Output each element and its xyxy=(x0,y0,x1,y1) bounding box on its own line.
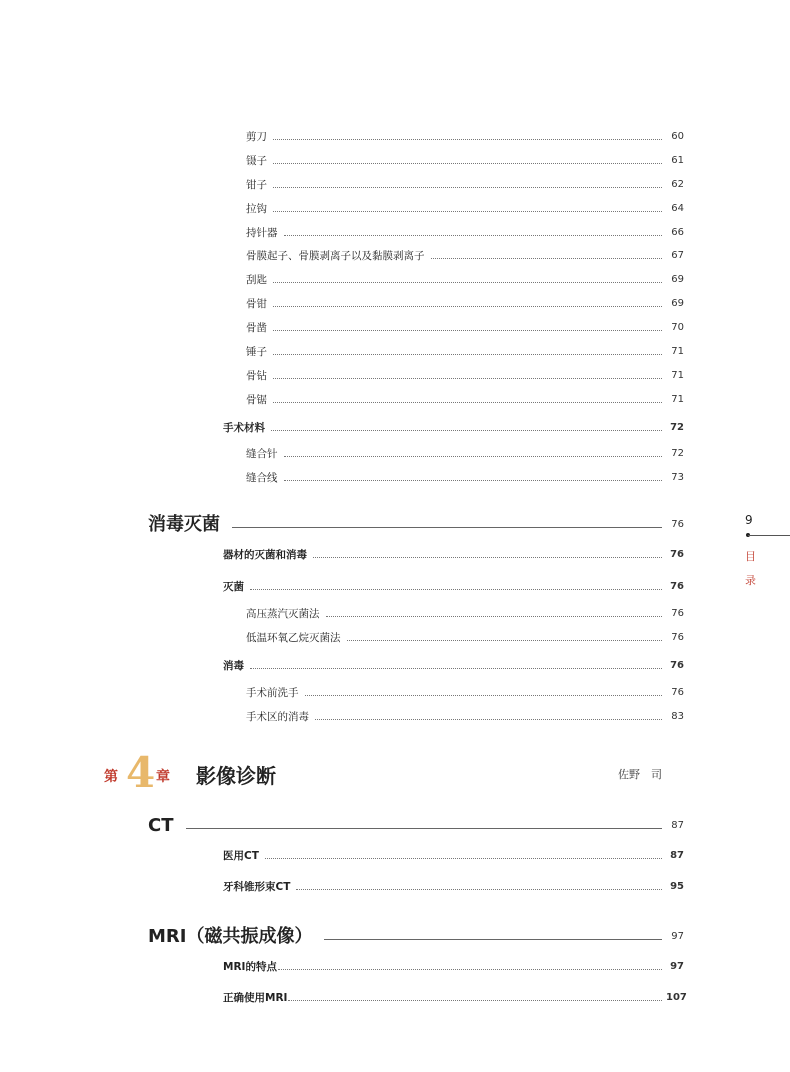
toc-entry[interactable] xyxy=(246,272,684,288)
toc-entry[interactable] xyxy=(246,296,684,312)
toc-section-page: 97 xyxy=(670,961,684,972)
toc-heading-page: 76 xyxy=(671,519,684,530)
toc-entry-label: 骨膜起子、骨膜剥离子以及黏膜剥离子 xyxy=(246,250,425,262)
toc-entry[interactable] xyxy=(246,344,684,360)
toc-entry[interactable] xyxy=(246,225,684,241)
toc-entry-page: 76 xyxy=(671,608,684,619)
side-marker-line xyxy=(748,535,790,536)
toc-entry-page: 66 xyxy=(671,227,684,238)
toc-section-label: 灭菌 xyxy=(223,581,244,593)
toc-entry-label: 钳子 xyxy=(246,179,267,191)
toc-section-label: 手术材料 xyxy=(223,422,265,434)
toc-entry-page: 70 xyxy=(671,322,684,333)
toc-heading-label: MRI（磁共振成像） xyxy=(148,926,313,947)
toc-entry[interactable] xyxy=(246,446,684,462)
toc-entry-page: 64 xyxy=(671,203,684,214)
toc-entry[interactable] xyxy=(246,201,684,217)
toc-section-page: 87 xyxy=(670,850,684,861)
toc-entry-label: 缝合线 xyxy=(246,472,278,484)
toc-entry[interactable] xyxy=(246,470,684,486)
chapter-author: 佐野 司 xyxy=(618,768,662,781)
toc-entry-label: 骨锯 xyxy=(246,394,267,406)
toc-entry-label: 手术区的消毒 xyxy=(246,711,309,723)
toc-entry[interactable] xyxy=(246,248,684,264)
side-page-number: 9 xyxy=(745,513,753,527)
toc-section-page: 107 xyxy=(666,992,687,1003)
toc-entry[interactable] xyxy=(246,129,684,145)
toc-entry-label: 低温环氧乙烷灭菌法 xyxy=(246,632,341,644)
chapter-title: 影像诊断 xyxy=(196,764,276,788)
toc-entry-page: 72 xyxy=(671,448,684,459)
toc-section-mri-use[interactable] xyxy=(223,990,687,1006)
toc-entry[interactable] xyxy=(246,392,684,408)
toc-entry[interactable] xyxy=(246,153,684,169)
toc-entry-page: 71 xyxy=(671,394,684,405)
toc-heading-label: 消毒灭菌 xyxy=(148,514,220,535)
toc-entry-page: 83 xyxy=(671,711,684,722)
toc-entry-page: 76 xyxy=(671,632,684,643)
toc-section-label: 器材的灭菌和消毒 xyxy=(223,549,307,561)
toc-entry[interactable] xyxy=(246,630,684,646)
toc-entry-label: 刮匙 xyxy=(246,274,267,286)
chapter-suffix: 章 xyxy=(156,769,170,785)
toc-entry[interactable] xyxy=(246,685,684,701)
toc-section-page: 76 xyxy=(670,581,684,592)
toc-entry-label: 缝合针 xyxy=(246,448,278,460)
toc-entry-label: 锤子 xyxy=(246,346,267,358)
toc-entry-page: 61 xyxy=(671,155,684,166)
toc-entry[interactable] xyxy=(246,709,684,725)
toc-entry-page: 71 xyxy=(671,346,684,357)
toc-heading-sterilization[interactable] xyxy=(148,512,684,538)
toc-entry-label: 骨凿 xyxy=(246,322,267,334)
toc-section-equipment-sterilization[interactable] xyxy=(223,547,684,563)
toc-section-label: 医用CT xyxy=(223,850,259,862)
toc-entry-page: 69 xyxy=(671,298,684,309)
toc-entry-page: 60 xyxy=(671,131,684,142)
toc-section-page: 76 xyxy=(670,660,684,671)
toc-section-sterilize[interactable] xyxy=(223,579,684,595)
toc-entry-label: 手术前洗手 xyxy=(246,687,299,699)
toc-entry-page: 71 xyxy=(671,370,684,381)
chapter-prefix: 第 xyxy=(104,769,118,785)
toc-entry-label: 镊子 xyxy=(246,155,267,167)
toc-heading-mri[interactable] xyxy=(148,924,684,950)
toc-section-label: MRI的特点 xyxy=(223,961,277,973)
toc-entry-label: 剪刀 xyxy=(246,131,267,143)
toc-section-label: 正确使用MRI xyxy=(223,992,288,1004)
toc-section-page: 95 xyxy=(670,881,684,892)
toc-entry[interactable] xyxy=(246,177,684,193)
toc-section-disinfect[interactable] xyxy=(223,658,684,674)
toc-entry[interactable] xyxy=(246,320,684,336)
toc-entry-page: 73 xyxy=(671,472,684,483)
toc-section-ct-cone[interactable] xyxy=(223,879,684,895)
toc-heading-page: 97 xyxy=(671,931,684,942)
toc-section-label: 消毒 xyxy=(223,660,244,672)
toc-entry-label: 骨钻 xyxy=(246,370,267,382)
toc-section-surgical-materials[interactable] xyxy=(223,420,684,436)
toc-entry-label: 高压蒸汽灭菌法 xyxy=(246,608,320,620)
toc-heading-label: CT xyxy=(148,815,174,836)
chapter-heading xyxy=(104,748,690,797)
toc-entry-page: 76 xyxy=(671,687,684,698)
toc-section-page: 72 xyxy=(670,422,684,433)
toc-section-page: 76 xyxy=(670,549,684,560)
toc-heading-page: 87 xyxy=(671,820,684,831)
toc-entry-label: 持针器 xyxy=(246,227,278,239)
toc-section-ct-medical[interactable] xyxy=(223,848,684,864)
toc-entry-label: 拉钩 xyxy=(246,203,267,215)
toc-entry-page: 69 xyxy=(671,274,684,285)
toc-entry-page: 67 xyxy=(671,250,684,261)
toc-heading-ct[interactable] xyxy=(148,813,684,839)
toc-section-label: 牙科锥形束CT xyxy=(223,881,291,893)
side-section-label: 目录 xyxy=(745,550,756,587)
toc-entry-page: 62 xyxy=(671,179,684,190)
toc-entry[interactable] xyxy=(246,606,684,622)
toc-entry-label: 骨钳 xyxy=(246,298,267,310)
toc-section-mri-features[interactable] xyxy=(223,959,684,975)
toc-entry[interactable] xyxy=(246,368,684,384)
chapter-number: 4 xyxy=(126,748,156,797)
